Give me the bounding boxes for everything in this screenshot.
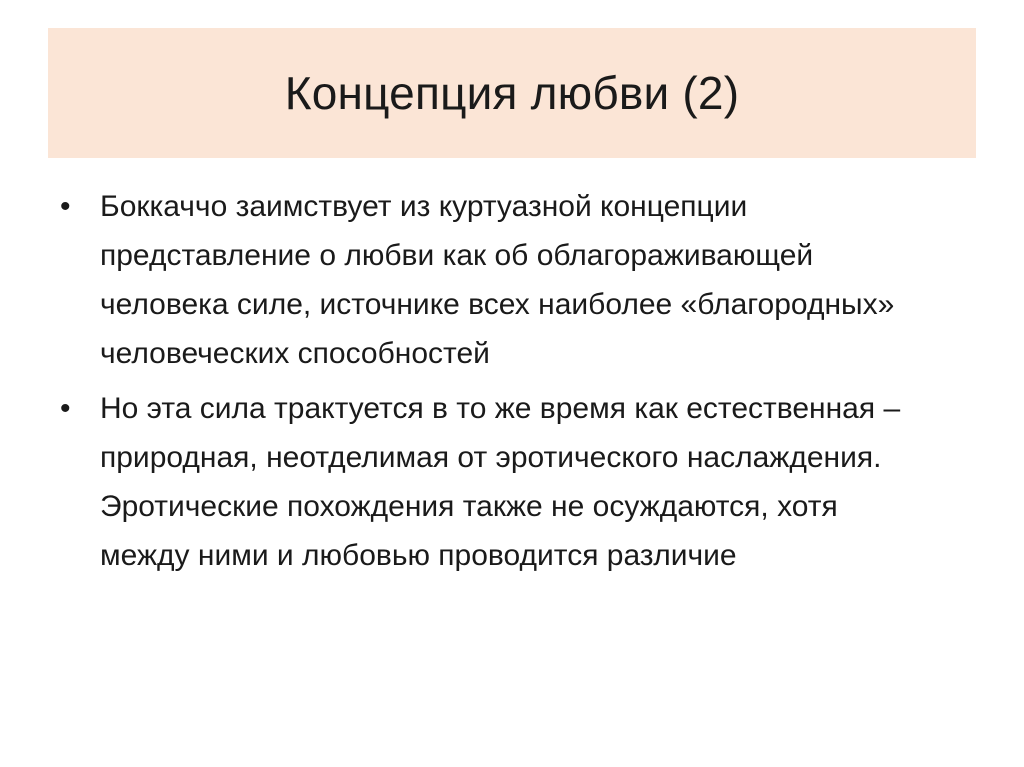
bullet-item (60, 182, 940, 378)
bullet-text: Но эта сила трактуется в то же время как естественная – природная, неотделимая от эротического наслаждения. Эротические похождения также не осуждаются, хотя между ними и любовью проводится различие (100, 392, 901, 572)
bullet-marker: • (60, 392, 71, 425)
slide-title: Концепция любви (2) (284, 67, 740, 119)
bullet-item (60, 384, 940, 580)
slide-content (60, 182, 940, 586)
bullet-text: Боккаччо заимствует из куртуазной концепции представление о любви как об облагораживающей человека силе, источнике всех наиболее «благородных» человеческих способностей (100, 190, 895, 370)
bullet-marker: • (60, 190, 71, 223)
title-band (48, 28, 976, 158)
